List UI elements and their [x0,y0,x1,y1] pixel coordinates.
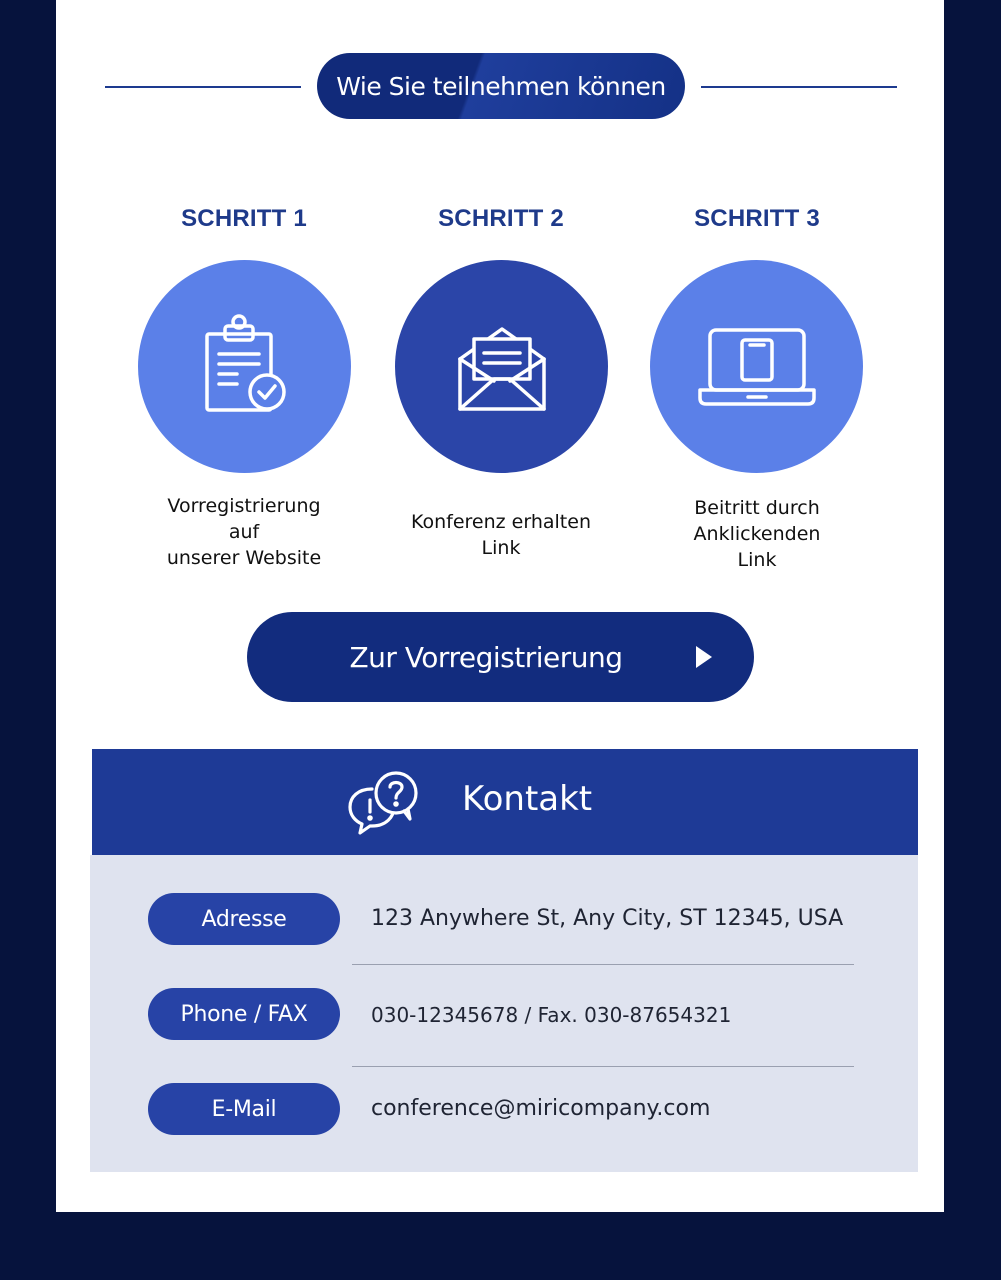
divider-left [105,86,301,88]
row-divider [352,1066,854,1067]
section-title: Wie Sie teilnehmen können [317,53,685,119]
step-2-description: Konferenz erhalten Link [410,511,591,559]
divider-right [701,86,897,88]
step-2-title: SCHRITT 2 [438,205,564,232]
pre-registration-label: Zur Vorregistrierung [349,640,623,674]
step-3-description: Beitritt durch Anklickenden Link [693,497,821,571]
address-value: 123 Anywhere St, Any City, ST 12345, USA [371,906,844,931]
play-arrow-icon [694,644,714,670]
pre-registration-button[interactable] [247,612,754,702]
contact-title: Kontakt [462,779,593,819]
clipboard-check-icon [197,312,293,422]
step-1-description: Vorregistrierung auf unserer Website [166,495,322,569]
step-3 [627,205,887,571]
email-label: E-Mail [148,1083,340,1135]
phone-fax-value: 030-12345678 / Fax. 030-87654321 [371,1003,732,1027]
step-2 [371,205,631,559]
step-3-title: SCHRITT 3 [694,205,820,232]
step-1-title: SCHRITT 1 [181,205,307,232]
step-3-circle [650,260,863,473]
contact-header [92,749,918,855]
email-value[interactable]: conference@miricompany.com [371,1096,711,1121]
step-1 [114,205,374,569]
phone-fax-label: Phone / FAX [148,988,340,1040]
step-1-circle [138,260,351,473]
address-label: Adresse [148,893,340,945]
laptop-icon [698,326,816,408]
row-divider [352,964,854,965]
open-envelope-icon [454,319,550,415]
speech-bubbles-icon [346,769,422,835]
step-2-circle [395,260,608,473]
contact-panel [90,855,918,1172]
